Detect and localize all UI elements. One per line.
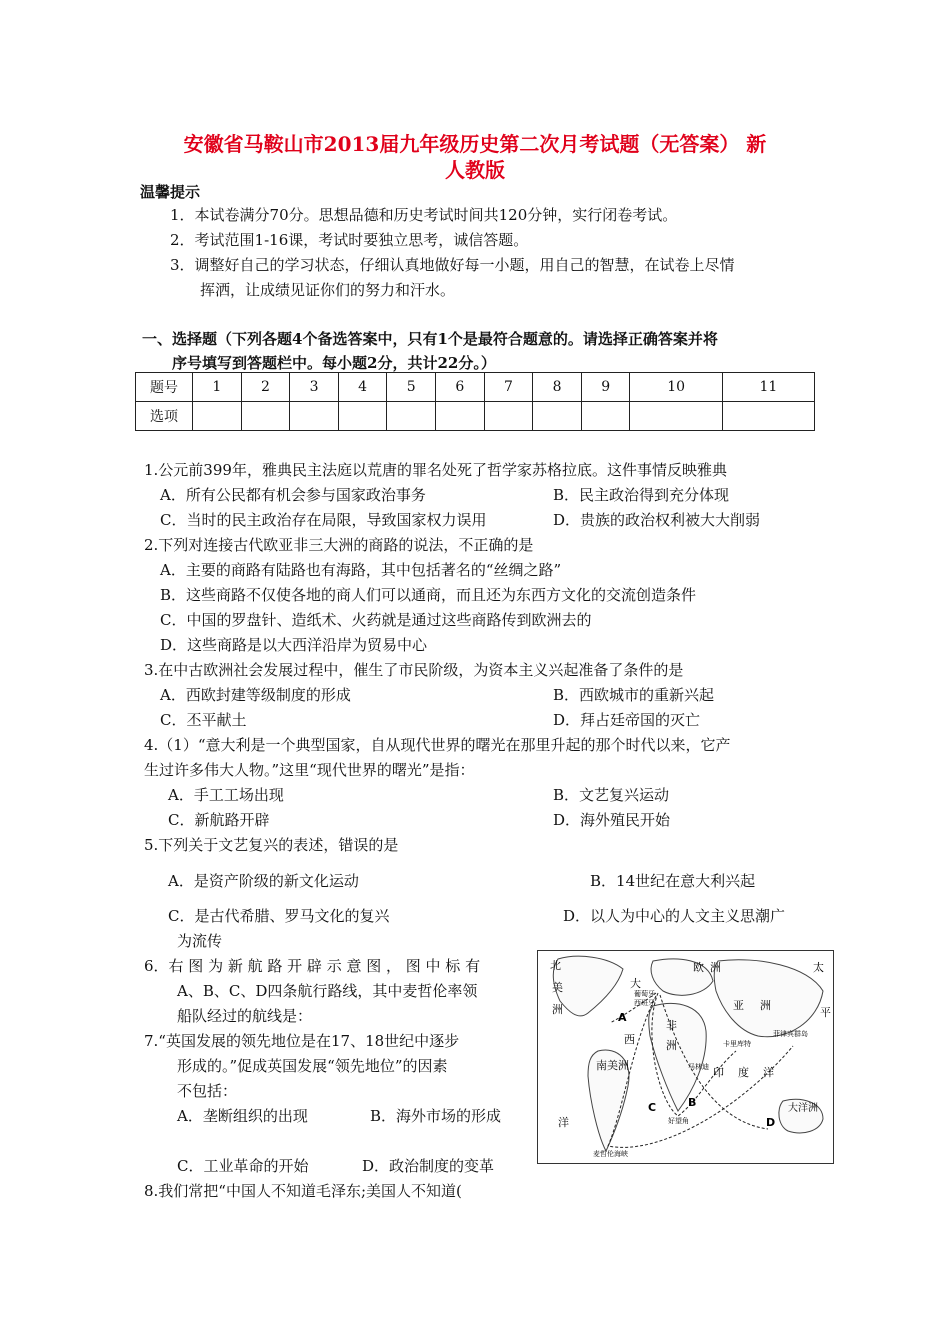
- option: B．西欧城市的重新兴起: [553, 686, 715, 704]
- option: D．政治制度的变革: [362, 1157, 495, 1175]
- map-label: 南美洲: [596, 1059, 629, 1072]
- map-label: 北: [550, 959, 561, 972]
- option: C．丕平献土: [160, 711, 247, 729]
- question-8: 8.我们常把“中国人不知道毛泽东;美国人不知道(: [144, 1182, 462, 1200]
- answer-cell[interactable]: [722, 402, 814, 431]
- route-label: C: [648, 1101, 657, 1114]
- table-number-cell: 10: [630, 373, 722, 402]
- answer-cell[interactable]: [387, 402, 436, 431]
- question-6-line: 船队经过的航线是：: [177, 1007, 313, 1025]
- map-label: 亚: [733, 999, 744, 1012]
- map-label: 大: [630, 977, 641, 990]
- option: D．这些商路是以大西洋沿岸为贸易中心: [160, 636, 428, 654]
- option: B．这些商路不仅使各地的商人们可以通商，而且还为东西方文化的交流创造条件: [160, 586, 697, 604]
- map-label: 洋: [558, 1116, 569, 1129]
- map-drawing: [538, 951, 833, 1163]
- option: A．主要的商路有陆路也有海路，其中包括著名的“丝绸之路”: [160, 561, 562, 579]
- table-header-cell: 题号: [136, 373, 193, 402]
- map-label: 洲: [552, 1003, 563, 1016]
- answer-cell[interactable]: [436, 402, 485, 431]
- table-number-cell: 7: [484, 373, 533, 402]
- section-heading: 一、选择题（下列各题4个备选答案中，只有1个是最符合题意的。请选择正确答案并将: [142, 330, 718, 348]
- map-label: 洋: [763, 1066, 774, 1079]
- map-label: 印: [713, 1066, 724, 1079]
- option: B．14世纪在意大利兴起: [590, 872, 756, 890]
- map-label: 美: [552, 981, 563, 994]
- map-label: 好望角: [668, 1117, 689, 1125]
- route-label: A: [618, 1011, 627, 1024]
- question-3: 3.在中古欧洲社会发展过程中，催生了市民阶级，为资本主义兴起准备了条件的是: [144, 661, 684, 679]
- option: C．当时的民主政治存在局限，导致国家权力误用: [160, 511, 487, 529]
- tip-item: 2．考试范围1-16课，考试时要独立思考，诚信答题。: [170, 231, 529, 249]
- answer-cell[interactable]: [630, 402, 722, 431]
- answer-table: [135, 372, 815, 431]
- north-america-shape: [553, 956, 623, 1016]
- option: C．新航路开辟: [168, 811, 270, 829]
- tip-item: 挥洒，让成绩见证你们的努力和汗水。: [200, 281, 456, 299]
- question-4: 4.（1）“意大利是一个典型国家，自从现代世界的曙光在那里升起的那个时代以来，它产: [144, 736, 731, 754]
- table-number-cell: 6: [436, 373, 485, 402]
- option: A．西欧封建等级制度的形成: [160, 686, 351, 704]
- section-heading-line2: 序号填写到答题栏中。每小题2分，共计22分。）: [172, 354, 496, 372]
- answer-cell[interactable]: [338, 402, 387, 431]
- table-number-cell: 4: [338, 373, 387, 402]
- option: D．以人为中心的人文主义思潮广: [563, 907, 786, 925]
- map-label: 度: [738, 1066, 749, 1079]
- answer-cell[interactable]: [581, 402, 630, 431]
- route-label: B: [688, 1096, 697, 1109]
- tip-item: 3．调整好自己的学习状态，仔细认真地做好每一小题，用自己的智慧，在试卷上尽情: [170, 256, 735, 274]
- map-label: 马林迪: [688, 1063, 709, 1071]
- map-label: 葡萄牙: [634, 990, 655, 998]
- map-label: 麦哲伦海峡: [593, 1150, 628, 1158]
- option-cont: 为流传: [177, 932, 223, 950]
- table-number-cell: 1: [193, 373, 242, 402]
- map-label: 西班牙: [634, 999, 655, 1007]
- answer-cell[interactable]: [484, 402, 533, 431]
- option: D．海外殖民开始: [553, 811, 671, 829]
- answer-table-answer-row: [136, 402, 815, 431]
- answer-cell[interactable]: [193, 402, 242, 431]
- option: C．是古代希腊、罗马文化的复兴: [168, 907, 390, 925]
- map-label: 洲: [710, 961, 721, 974]
- table-number-cell: 2: [241, 373, 290, 402]
- table-number-cell: 8: [533, 373, 582, 402]
- question-2: 2.下列对连接古代欧亚非三大洲的商路的说法，不正确的是: [144, 536, 534, 554]
- option: B．文艺复兴运动: [553, 786, 670, 804]
- question-1: 1.公元前399年，雅典民主法庭以荒唐的罪名处死了哲学家苏格拉底。这件事情反映雅典: [144, 461, 727, 479]
- answer-cell[interactable]: [533, 402, 582, 431]
- question-7-line: 形成的。”促成英国发展“领先地位”的因素: [177, 1057, 448, 1075]
- option: D．贵族的政治权利被大大削弱: [553, 511, 761, 529]
- tips-heading: 温馨提示: [140, 183, 201, 201]
- africa-shape: [649, 1003, 706, 1111]
- map-label: 非: [666, 1019, 677, 1032]
- option: D．拜占廷帝国的灭亡: [553, 711, 701, 729]
- question-6-line: A、B、C、D四条航行路线，其中麦哲伦率领: [177, 982, 478, 1000]
- map-label: 洲: [760, 999, 771, 1012]
- map-label: 平: [820, 1006, 831, 1019]
- table-number-cell: 11: [722, 373, 814, 402]
- option: A．所有公民都有机会参与国家政治事务: [160, 486, 426, 504]
- question-7: 7.“英国发展的领先地位是在17、18世纪中逐步: [144, 1032, 460, 1050]
- question-5: 5.下列关于文艺复兴的表述，错误的是: [144, 836, 399, 854]
- tip-item: 1．本试卷满分70分。思想品德和历史考试时间共120分钟，实行闭卷考试。: [170, 206, 678, 224]
- new-routes-map: [537, 950, 834, 1164]
- page-title: 安徽省马鞍山市2013届九年级历史第二次月考试题（无答案） 新: [183, 132, 767, 156]
- answer-table-number-row: [136, 373, 815, 402]
- option: C．中国的罗盘针、造纸术、火药就是通过这些商路传到欧洲去的: [160, 611, 592, 629]
- option: C．工业革命的开始: [177, 1157, 309, 1175]
- option: B．民主政治得到充分体现: [553, 486, 730, 504]
- table-number-cell: 3: [290, 373, 339, 402]
- question-7-line: 不包括：: [177, 1082, 238, 1100]
- question-4-cont: 生过许多伟大人物。”这里“现代世界的曙光”是指：: [144, 761, 475, 779]
- answer-cell[interactable]: [290, 402, 339, 431]
- option: A．手工工场出现: [168, 786, 284, 804]
- map-label: 卡里库特: [723, 1040, 751, 1048]
- map-label: 洲: [666, 1039, 677, 1052]
- map-label: 欧: [693, 961, 704, 974]
- route-label: D: [766, 1116, 776, 1129]
- table-number-cell: 5: [387, 373, 436, 402]
- page-title-line2: 人教版: [445, 158, 505, 182]
- table-number-cell: 9: [581, 373, 630, 402]
- map-label: 大洋洲: [788, 1103, 818, 1114]
- option: A．是资产阶级的新文化运动: [168, 872, 359, 890]
- table-header-cell: 选项: [136, 402, 193, 431]
- option: A．垄断组织的出现: [177, 1107, 308, 1125]
- map-label: 太: [813, 961, 824, 974]
- answer-cell[interactable]: [241, 402, 290, 431]
- question-6: 6．右 图 为 新 航 路 开 辟 示 意 图 ， 图 中 标 有: [144, 957, 481, 975]
- map-label: 西: [624, 1033, 635, 1046]
- option: B．海外市场的形成: [370, 1107, 502, 1125]
- map-label: 菲律宾群岛: [773, 1030, 808, 1038]
